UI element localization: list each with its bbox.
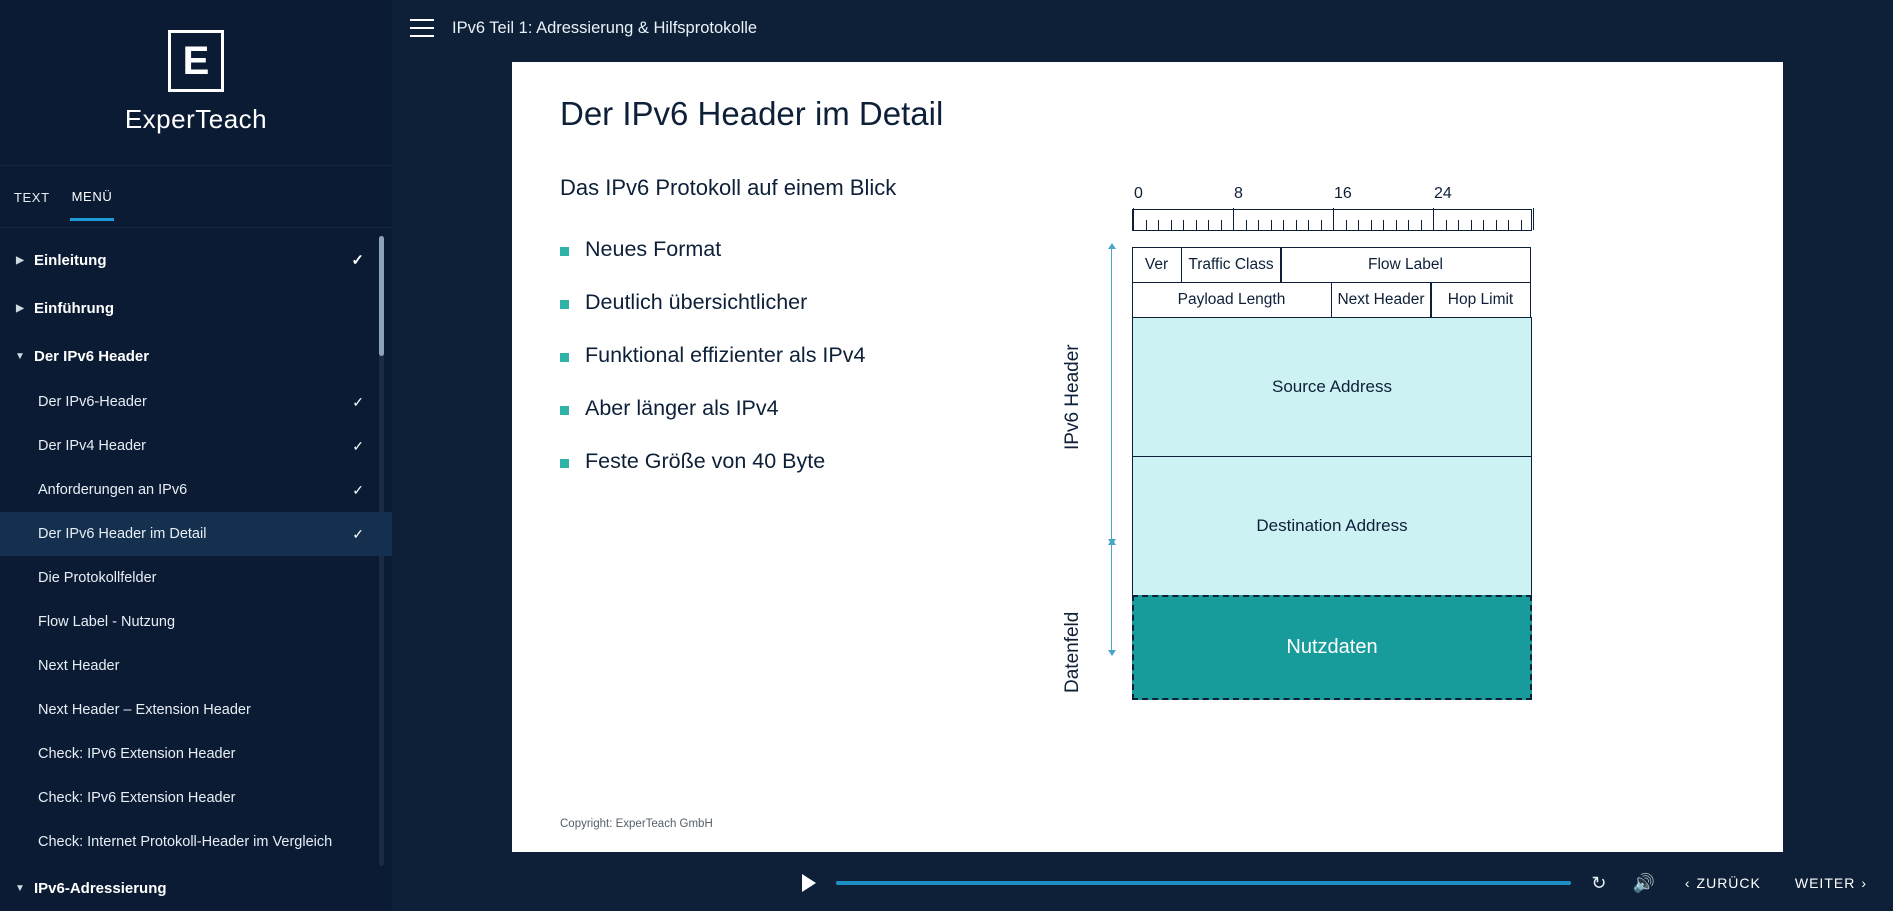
ruler-tick bbox=[1233, 208, 1234, 230]
bullet-square-icon bbox=[560, 353, 569, 362]
ruler-tick bbox=[1471, 220, 1472, 230]
bullet-square-icon bbox=[560, 300, 569, 309]
ruler-tick bbox=[1483, 220, 1484, 230]
sidebar-item-label: Flow Label - Nutzung bbox=[38, 614, 176, 630]
sidebar-item-label: Check: Internet Protokoll-Header im Vergleich bbox=[38, 834, 333, 850]
sidebar-tabs bbox=[0, 166, 392, 228]
next-button[interactable] bbox=[1785, 875, 1877, 891]
ruler-tick bbox=[1383, 220, 1384, 230]
sidebar-item-label: Next Header bbox=[38, 658, 120, 674]
sidebar-item-der-ipv4-header[interactable] bbox=[0, 424, 392, 468]
play-icon[interactable] bbox=[796, 870, 822, 896]
sidebar-group-label: Einführung bbox=[34, 299, 114, 317]
sidebar-item-check-ipv6-extension-header-2[interactable] bbox=[0, 776, 392, 820]
brand-name: ExperTeach bbox=[124, 104, 268, 134]
chevron-right-icon: ▶ bbox=[16, 254, 24, 266]
progress-fill bbox=[836, 881, 1571, 885]
chevron-right-icon: ▶ bbox=[16, 302, 24, 314]
sidebar bbox=[0, 0, 392, 911]
ruler-tick bbox=[1133, 208, 1134, 230]
bit-ruler bbox=[1132, 209, 1532, 231]
ruler-tick bbox=[1333, 208, 1334, 230]
field-ver: Ver bbox=[1132, 247, 1182, 283]
chevron-right-icon: › bbox=[1861, 875, 1867, 891]
progress-slider[interactable] bbox=[836, 881, 1571, 885]
check-icon: ✓ bbox=[352, 525, 364, 542]
ipv6-header-extent-arrow bbox=[1111, 249, 1112, 539]
ruler-tick bbox=[1533, 208, 1534, 230]
field-flow-label: Flow Label bbox=[1281, 247, 1531, 283]
check-icon: ✓ bbox=[352, 481, 364, 498]
ruler-tick bbox=[1496, 220, 1497, 230]
ruler-label-8: 8 bbox=[1234, 185, 1243, 202]
ruler-tick bbox=[1508, 220, 1509, 230]
chevron-left-icon: ‹ bbox=[1684, 875, 1691, 891]
sidebar-item-flow-label-nutzung[interactable] bbox=[0, 600, 392, 644]
ruler-tick bbox=[1521, 220, 1522, 230]
ruler-tick bbox=[1158, 220, 1159, 230]
sidebar-item-label: Anforderungen an IPv6 bbox=[38, 482, 188, 498]
replay-icon[interactable]: ↻ bbox=[1591, 872, 1607, 893]
ruler-tick bbox=[1308, 220, 1309, 230]
ruler-tick bbox=[1421, 220, 1422, 230]
field-hop-limit: Hop Limit bbox=[1431, 282, 1531, 318]
bullet-square-icon bbox=[560, 406, 569, 415]
ruler-tick bbox=[1396, 220, 1397, 230]
ruler-tick bbox=[1446, 220, 1447, 230]
datenfeld-side-label: Datenfeld bbox=[1062, 611, 1083, 693]
sidebar-group-einleitung[interactable] bbox=[0, 236, 392, 284]
bullet-label: Deutlich übersichtlicher bbox=[585, 290, 808, 314]
brand-mark-icon: E bbox=[168, 30, 224, 92]
ruler-tick bbox=[1408, 220, 1409, 230]
sidebar-item-der-ipv6-header[interactable] bbox=[0, 380, 392, 424]
ruler-tick bbox=[1146, 220, 1147, 230]
sidebar-group-label: IPv6-Adressierung bbox=[34, 879, 167, 897]
sidebar-item-die-protokollfelder[interactable] bbox=[0, 556, 392, 600]
header-row-2 bbox=[1132, 283, 1532, 319]
field-destination-address: Destination Address bbox=[1132, 456, 1532, 596]
ruler-tick bbox=[1458, 220, 1459, 230]
ruler-tick bbox=[1433, 208, 1434, 230]
sidebar-item-label: Die Protokollfelder bbox=[38, 570, 157, 586]
sidebar-item-label: Der IPv6-Header bbox=[38, 394, 147, 410]
sidebar-item-label: Der IPv4 Header bbox=[38, 438, 146, 454]
field-nutzdaten: Nutzdaten bbox=[1132, 595, 1532, 700]
sidebar-item-next-header[interactable] bbox=[0, 644, 392, 688]
sidebar-item-label: Next Header – Extension Header bbox=[38, 702, 251, 718]
field-traffic-class: Traffic Class bbox=[1181, 247, 1281, 283]
check-icon: ✓ bbox=[351, 252, 364, 269]
ruler-label-24: 24 bbox=[1434, 185, 1452, 202]
slide-title: Der IPv6 Header im Detail bbox=[560, 95, 944, 132]
arrow-head-icon bbox=[1108, 650, 1116, 656]
chevron-down-icon: ▼ bbox=[15, 882, 25, 894]
prev-button-label: ZURÜCK bbox=[1696, 875, 1761, 891]
datenfeld-extent-arrow bbox=[1111, 545, 1112, 650]
prev-button[interactable] bbox=[1675, 875, 1771, 891]
topbar bbox=[392, 0, 1893, 56]
sidebar-group-label: Einleitung bbox=[34, 251, 107, 269]
ruler-tick bbox=[1358, 220, 1359, 230]
slide-subtitle: Das IPv6 Protokoll auf einem Blick bbox=[560, 175, 897, 200]
ruler-tick bbox=[1196, 220, 1197, 230]
arrow-head-icon bbox=[1108, 243, 1116, 249]
chevron-down-icon: ▼ bbox=[15, 350, 25, 362]
ruler-tick bbox=[1371, 220, 1372, 230]
ruler-label-0: 0 bbox=[1134, 185, 1143, 202]
ipv6-header-diagram bbox=[1057, 137, 1747, 737]
check-icon: ✓ bbox=[352, 437, 364, 454]
brand-logo bbox=[0, 0, 392, 166]
sidebar-item-anforderungen-an-ipv6[interactable] bbox=[0, 468, 392, 512]
sidebar-group-einfuehrung[interactable] bbox=[0, 284, 392, 332]
sidebar-item-der-ipv6-header-im-detail[interactable] bbox=[0, 512, 392, 556]
slide bbox=[512, 62, 1783, 852]
bullet-label: Feste Größe von 40 Byte bbox=[585, 449, 826, 473]
ruler-tick bbox=[1296, 220, 1297, 230]
ruler-tick bbox=[1271, 220, 1272, 230]
sidebar-group-ipv6-header[interactable] bbox=[0, 332, 392, 380]
sidebar-group-label: Der IPv6 Header bbox=[34, 347, 150, 365]
bullet-label: Funktional effizienter als IPv4 bbox=[585, 343, 866, 367]
ipv6-header-side-label: IPv6 Header bbox=[1062, 344, 1083, 450]
tab-menu[interactable]: MENÜ bbox=[70, 173, 115, 221]
field-payload-length: Payload Length bbox=[1132, 282, 1332, 318]
ruler-tick bbox=[1283, 220, 1284, 230]
bullet-square-icon bbox=[560, 247, 569, 256]
volume-icon[interactable]: 🔊 bbox=[1632, 872, 1655, 893]
ruler-tick bbox=[1183, 220, 1184, 230]
ruler-tick bbox=[1171, 220, 1172, 230]
sidebar-item-label: Check: IPv6 Extension Header bbox=[38, 746, 236, 762]
next-button-label: WEITER bbox=[1794, 875, 1856, 891]
ruler-tick bbox=[1321, 220, 1322, 230]
check-icon: ✓ bbox=[352, 393, 364, 410]
player-bar bbox=[784, 855, 1893, 911]
sidebar-item-label: Check: IPv6 Extension Header bbox=[38, 790, 236, 806]
sidebar-item-check-ipv6-extension-header-1[interactable] bbox=[0, 732, 392, 776]
hamburger-icon[interactable] bbox=[410, 19, 434, 37]
ruler-tick bbox=[1258, 220, 1259, 230]
ruler-tick bbox=[1221, 220, 1222, 230]
field-next-header: Next Header bbox=[1331, 282, 1431, 318]
copyright-text: Copyright: ExperTeach GmbH bbox=[560, 818, 713, 830]
sidebar-group-ipv6-adressierung[interactable] bbox=[0, 864, 392, 911]
field-source-address: Source Address bbox=[1132, 317, 1532, 457]
bullet-label: Aber länger als IPv4 bbox=[585, 396, 779, 420]
header-field-table bbox=[1132, 247, 1532, 700]
sidebar-item-next-header-extension-header[interactable] bbox=[0, 688, 392, 732]
sidebar-item-label: Der IPv6 Header im Detail bbox=[38, 526, 207, 542]
tab-text[interactable]: TEXT bbox=[14, 190, 50, 205]
header-row-1 bbox=[1132, 247, 1532, 283]
bullet-label: Neues Format bbox=[585, 237, 722, 261]
course-title: IPv6 Teil 1: Adressierung & Hilfsprotokolle bbox=[452, 18, 758, 37]
bullet-square-icon bbox=[560, 459, 569, 468]
ruler-tick bbox=[1208, 220, 1209, 230]
ruler-tick bbox=[1346, 220, 1347, 230]
sidebar-nav bbox=[0, 228, 392, 911]
arrow-head-icon bbox=[1108, 539, 1116, 545]
ruler-label-16: 16 bbox=[1334, 185, 1352, 202]
ruler-tick bbox=[1246, 220, 1247, 230]
sidebar-item-check-internet-protokoll-header-im-vergleich[interactable] bbox=[0, 820, 392, 864]
